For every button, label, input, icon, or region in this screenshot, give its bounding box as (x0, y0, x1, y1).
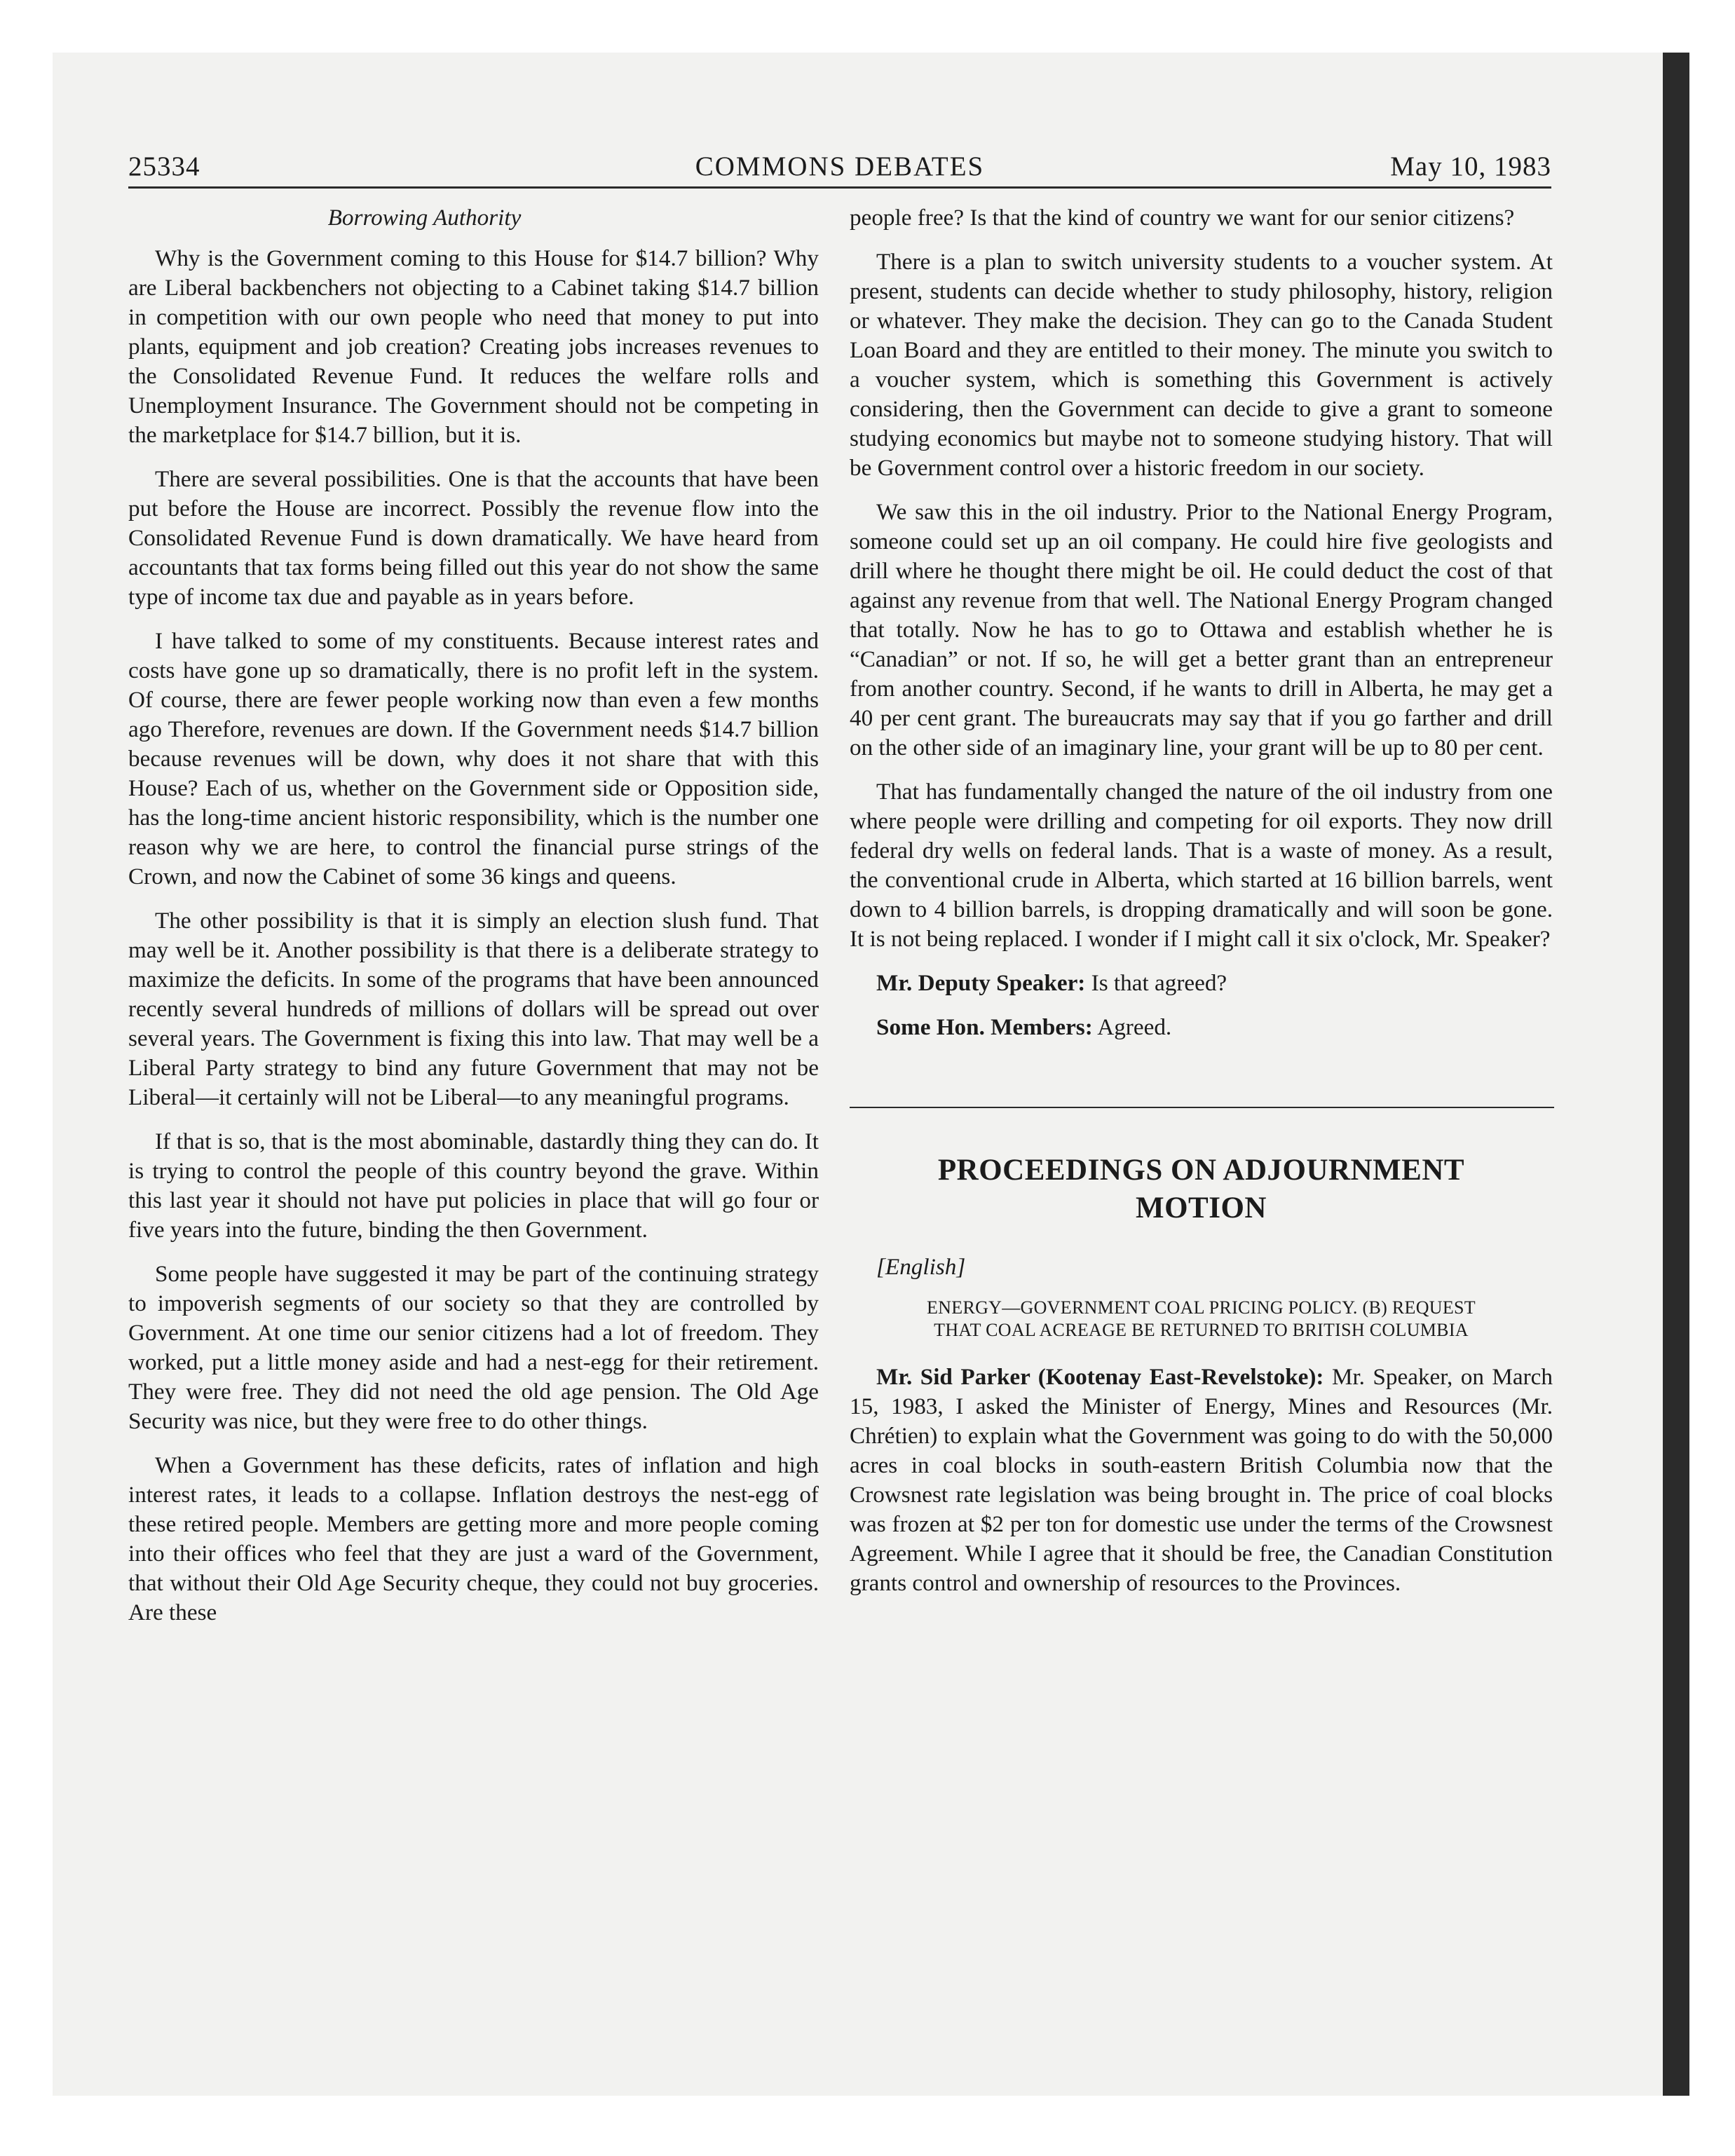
page-edge-shadow (1663, 53, 1689, 2096)
section-title (850, 1152, 1553, 1227)
speaker-name: Mr. Deputy Speaker: (876, 970, 1086, 996)
left-column (128, 203, 819, 1642)
topic-caption-line: ENERGY—GOVERNMENT COAL PRICING POLICY. (B) REQUEST (927, 1297, 1476, 1318)
continued-paragraph: people free? Is that the kind of country we want for our senior citizens? (850, 205, 1515, 231)
paragraph: Why is the Government coming to this House for $14.7 billion? Why are Liberal backbenchers not objecting to a Cabinet taking $14.7 billion in competition with our own people who need that money to put into plants, equipment and job creation? Creating jobs increases revenues to the Consolidated Revenue Fund. It reduces the welfare rolls and Unemployment Insurance. The Government should not be competing in the marketplace for $14.7 billion, but it is. (128, 245, 819, 448)
paragraph: We saw this in the oil industry. Prior to the National Energy Program, someone could set up an oil company. He could hire five geologists and drill where he thought there might be oil. He could deduct the cost of that against any revenue from that well. The National Energy Program changed that totally. Now he has to go to Ottawa and establish whether he is “Canadian” or not. If so, he will get a better grant than an entrepreneur from another country. Second, if he wants to drill in Alberta, he may get a 40 per cent grant. The bureaucrats may say that if you go farther and drill on the other side of an imaginary line, your grant will be up to 80 per cent. (850, 499, 1553, 760)
section-subheading: Borrowing Authority (327, 205, 522, 231)
topic-caption (850, 1297, 1553, 1342)
speech-paragraph (850, 1363, 1553, 1598)
speaker-remark: Agreed. (1092, 1014, 1172, 1040)
topic-caption-line: THAT COAL ACREAGE BE RETURNED TO BRITISH COLUMBIA (934, 1320, 1469, 1340)
paragraph: When a Government has these deficits, rates of inflation and high interest rates, it leads to a collapse. Inflation destroys the nest-egg of these retired people. Members are getting more and more people coming into their offices who feel that they are just a ward of the Government, that without their Old Age Security cheque, they could not buy groceries. Are these (128, 1452, 819, 1625)
paragraph: That has fundamentally changed the nature of the oil industry from one where people were drilling and competing for oil exports. They now drill federal dry wells on federal lands. That is a waste of money. As a result, the conventional crude in Alberta, which started at 16 billion barrels, went down to 4 billion barrels, is dropping dramatically and will soon be gone. It is not being replaced. I wonder if I might call it six o'clock, Mr. Speaker? (850, 779, 1553, 952)
page-number: 25334 (128, 151, 200, 182)
speech-text: Mr. Speaker, on March 15, 1983, I asked the Minister of Energy, Mines and Resources (Mr. Chrétien) to explain what the Government was going to do with the 50,000 acres in coal blocks in south-eastern British Columbia now that the Crowsnest rate legislation was being brought in. The price of coal blocks was frozen at $2 per ton for domestic use under the terms of the Crowsnest Agreement. While I agree that it should be free, the Canadian Constitution grants control and ownership of resources to the Provinces. (850, 1364, 1553, 1596)
page-header (128, 146, 1551, 189)
publication-date: May 10, 1983 (1390, 151, 1551, 182)
speaker-exchange (850, 969, 1553, 998)
language-marker: [English] (876, 1254, 966, 1280)
paragraph: If that is so, that is the most abominable, dastardly thing they can do. It is trying to control the people of this country beyond the grave. Within this last year it should not have put policies in place that will go four or five years into the future, binding the then Government. (128, 1128, 819, 1243)
section-divider (850, 1107, 1554, 1108)
section-title-line: MOTION (1136, 1192, 1267, 1224)
paragraph: There are several possibilities. One is that the accounts that have been put before the House are incorrect. Possibly the revenue flow into the Consolidated Revenue Fund is down dramatically. We have heard from accountants that tax forms being filled out this year do not show the same type of income tax due and payable as in years before. (128, 466, 819, 610)
section-title-line: PROCEEDINGS ON ADJOURNMENT (937, 1154, 1465, 1187)
speaker-name: Some Hon. Members: (876, 1014, 1093, 1040)
speaker-exchange (850, 1013, 1553, 1042)
paragraph: Some people have suggested it may be part of the continuing strategy to impoverish segments of our society so that they are controlled by Government. At one time our senior citizens had a lot of freedom. They worked, put a little money aside and had a nest-egg for their retirement. They were free. They did not need the old age pension. The Old Age Security was nice, but they were free to do other things. (128, 1261, 819, 1434)
speaker-name: Mr. Sid Parker (Kootenay East-Revelstoke): (876, 1364, 1324, 1390)
paragraph: I have talked to some of my constituents. Because interest rates and costs have gone up so dramatically, there is no profit left in the system. Of course, there are fewer people working now than even a few months ago Therefore, revenues are down. If the Government needs $14.7 billion because revenues will be down, why does it not share that with this House? Each of us, whether on the Government side or Opposition side, has the long-time ancient historic responsibility, which is the number one reason why we are here, to control the financial purse strings of the Crown, and now the Cabinet of some 36 kings and queens. (128, 628, 819, 889)
speaker-remark: Is that agreed? (1085, 970, 1227, 996)
paragraph: There is a plan to switch university students to a voucher system. At present, students can decide whether to study philosophy, history, religion or whatever. They make the decision. They can go to the Canada Student Loan Board and they are entitled to their money. The minute you switch to a voucher system, which is something this Government is actively considering, then the Government can decide to give a grant to someone studying economics but maybe not to someone studying history. That will be Government control over a historic freedom in our society. (850, 249, 1553, 481)
publication-title: COMMONS DEBATES (695, 151, 985, 182)
right-column (850, 203, 1553, 1613)
paragraph: The other possibility is that it is simply an election slush fund. That may well be it. Another possibility is that there is a deliberate strategy to maximize the deficits. In some of the programs that have been announced recently several hundreds of millions of dollars will be spread out over several years. The Government is fixing this into law. That may well be a Liberal Party strategy to bind any future Government that may not be Liberal—it certainly will not be Liberal—to any meaningful programs. (128, 908, 819, 1110)
